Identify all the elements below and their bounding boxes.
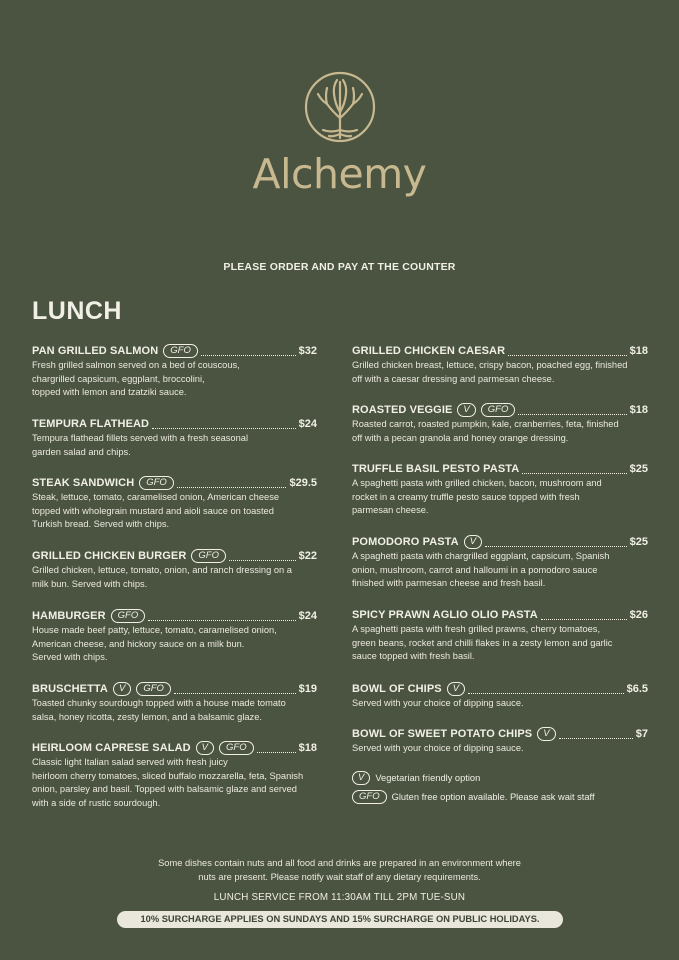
description-line: parmesan cheese. [352,505,429,516]
allergy-line: Some dishes contain nuts and all food and drinks are prepared in an environment where [158,858,521,868]
menu-item-header [352,343,648,358]
menu-item-description [32,624,317,665]
menu-item-header [32,416,317,431]
menu-item-header [352,461,648,476]
menu-item-name: PAN GRILLED SALMON [32,344,159,357]
description-line: garden salad and chips. [32,446,131,457]
menu-item-description [32,756,317,810]
menu-item-description [32,359,317,400]
description-line: Served with chips. [32,652,108,663]
vegetarian-badge: V [113,682,131,696]
description-line: milk bun. Served with chips. [32,578,148,589]
menu-item-description [32,564,317,591]
gfo-badge: GFO [191,549,226,563]
menu-item-name: ROASTED VEGGIE [352,403,453,416]
menu-item-description [352,742,648,756]
gfo-badge: GFO [219,741,254,755]
gfo-badge: GFO [163,344,198,358]
menu-item-price: $25 [629,535,648,548]
dot-leader [257,743,296,753]
description-line: American cheese, and hickory sauce on a milk bun. [32,638,245,649]
description-line: Roasted carrot, roasted pumpkin, kale, cranberries, feta, finished [352,419,619,429]
menu-item-header [352,402,648,417]
description-line: Turkish bread. Served with chips. [32,519,170,530]
menu-item [352,681,648,711]
description-line: Grilled chicken, lettuce, tomato, onion, and ranch dressing on a [32,565,292,575]
dot-leader [152,419,296,429]
vegetarian-badge: V [457,403,475,417]
menu-item-description [352,550,648,591]
description-line: rocket in a creamy truffle pesto sauce topped with fresh [352,491,580,502]
legend-text: Vegetarian friendly option [375,773,481,783]
description-line: topped with wholegrain mustard and aioli sauce on toasted [32,505,274,516]
menu-item-header [352,726,648,741]
allergy-line: nuts are present. Please notify wait staff of any dietary requirements. [198,871,481,882]
menu-item [32,343,317,400]
dot-leader [468,684,624,694]
menu-item-header [32,740,317,755]
menu-item-name: BOWL OF CHIPS [352,682,442,695]
legend-text: Gluten free option available. Please ask wait staff [391,792,595,802]
dot-leader [174,684,296,694]
gfo-badge: GFO [111,609,146,623]
menu-item-description [352,359,648,386]
menu-item-description [352,623,648,664]
dot-leader [229,551,296,561]
menu-item-price: $19 [298,682,317,695]
description-line: Grilled chicken breast, lettuce, crispy bacon, poached egg, finished [352,360,628,370]
tree-of-life-icon [303,70,377,144]
gfo-badge: GFO [136,682,171,696]
menu-item-header [32,681,317,696]
dot-leader [485,537,627,547]
menu-item [32,548,317,591]
menu-item [32,608,317,665]
brand-name: Alchemy [252,150,427,198]
description-line: off with a caesar dressing and parmesan cheese. [352,373,555,384]
dot-leader [518,405,626,415]
gfo-badge: GFO [352,790,387,804]
service-hours: LUNCH SERVICE FROM 11:30AM TILL 2PM TUE-SUN [213,892,466,903]
order-instruction: PLEASE ORDER AND PAY AT THE COUNTER [223,261,456,273]
menu-item-price: $7 [635,727,648,740]
description-line: onion, parsley and basil. Topped with balsamic glaze and served [32,784,297,795]
menu-item [32,740,317,810]
surcharge-banner: 10% SURCHARGE APPLIES ON SUNDAYS AND 15% SURCHARGE ON PUBLIC HOLIDAYS. [117,911,563,928]
menu-item-name: SPICY PRAWN AGLIO OLIO PASTA [352,608,538,621]
menu-item-price: $18 [629,403,648,416]
legend-gluten-free [352,790,595,804]
description-line: Toasted chunky sourdough topped with a house made tomato [32,698,286,708]
menu-item-price: $32 [298,344,317,357]
menu-item-price: $22 [298,549,317,562]
menu-item-header [32,475,317,490]
gfo-badge: GFO [481,403,516,417]
menu-item-price: $25 [629,462,648,475]
dot-leader [559,729,633,739]
description-line: Served with your choice of dipping sauce. [352,743,524,753]
menu-item [32,475,317,532]
dot-leader [541,610,627,620]
menu-item-price: $29.5 [289,476,317,489]
menu-item-name: POMODORO PASTA [352,535,459,548]
brand-logo [0,70,679,144]
description-line: salsa, honey ricotta, zesty lemon, and a balsamic glaze. [32,711,262,722]
dot-leader [201,346,296,356]
menu-item [352,534,648,591]
menu-item-price: $24 [298,417,317,430]
menu-item-description [32,697,317,724]
menu-item-name: STEAK SANDWICH [32,476,135,489]
description-line: Steak, lettuce, tomato, caramelised onion, American cheese [32,492,280,502]
description-line: A spaghetti pasta with grilled chicken, bacon, mushroom and [352,478,602,488]
menu-item-name: HAMBURGER [32,609,106,622]
description-line: A spaghetti pasta with chargrilled eggplant, capsicum, Spanish [352,551,610,561]
description-line: A spaghetti pasta with fresh grilled prawns, cherry tomatoes, [352,624,601,634]
dot-leader [522,464,626,474]
menu-item-description [32,432,317,459]
menu-item-name: GRILLED CHICKEN BURGER [32,549,187,562]
section-title: LUNCH [32,297,122,325]
menu-item [32,681,317,724]
menu-item-price: $6.5 [626,682,648,695]
menu-item-header [32,608,317,623]
menu-item-price: $18 [298,741,317,754]
menu-item-header [352,681,648,696]
description-line: with a side of rustic sourdough. [32,797,161,808]
menu-item-description [352,697,648,711]
description-line: topped with lemon and tzatziki sauce. [32,387,187,398]
description-line: green beans, rocket and chilli flakes in a zesty lemon and garlic [352,637,613,648]
dot-leader [508,346,626,356]
vegetarian-badge: V [196,741,214,755]
legend-vegetarian [352,771,480,785]
menu-item [352,726,648,756]
dot-leader [148,611,295,621]
description-line: onion, mushroom, carrot and halloumi in a pomodoro sauce [352,564,598,575]
menu-item-description [352,418,648,445]
menu-item-description [352,477,648,518]
menu-item-price: $24 [298,609,317,622]
description-line: finished with parmesan cheese and fresh basil. [352,578,546,589]
description-line: Fresh grilled salmon served on a bed of couscous, [32,360,240,370]
description-line: sauce topped with fresh basil. [352,651,475,662]
allergy-notice [0,857,679,884]
description-line: off with a pecan granola and honey orange dressing. [352,432,569,443]
menu-item-header [32,548,317,563]
description-line: heirloom cherry tomatoes, sliced buffalo mozzarella, feta, Spanish [32,770,304,781]
menu-item-name: HEIRLOOM CAPRESE SALAD [32,741,191,754]
menu-item-description [32,491,317,532]
vegetarian-badge: V [537,727,555,741]
menu-item-header [352,534,648,549]
menu-item-name: BOWL OF SWEET POTATO CHIPS [352,727,533,740]
description-line: Tempura flathead fillets served with a fresh seasonal [32,433,249,443]
menu-item-price: $18 [629,344,648,357]
dot-leader [177,478,287,488]
vegetarian-badge: V [464,535,482,549]
description-line: Classic light Italian salad served with fresh juicy [32,757,228,767]
menu-item-name: TEMPURA FLATHEAD [32,417,150,430]
menu-item-name: TRUFFLE BASIL PESTO PASTA [352,462,520,475]
menu-item [352,461,648,518]
menu-item-header [32,343,317,358]
menu-item-price: $26 [629,608,648,621]
menu-item [352,343,648,386]
vegetarian-badge: V [352,771,370,785]
description-line: House made beef patty, lettuce, tomato, caramelised onion, [32,625,277,635]
gfo-badge: GFO [139,476,174,490]
menu-item-name: GRILLED CHICKEN CAESAR [352,344,506,357]
menu-item [352,402,648,445]
menu-item-name: BRUSCHETTA [32,682,108,695]
menu-item-header [352,607,648,622]
menu-item [352,607,648,664]
description-line: Served with your choice of dipping sauce. [352,698,524,708]
menu-item [32,416,317,459]
vegetarian-badge: V [447,682,465,696]
description-line: chargrilled capsicum, eggplant, broccolini, [32,373,205,384]
